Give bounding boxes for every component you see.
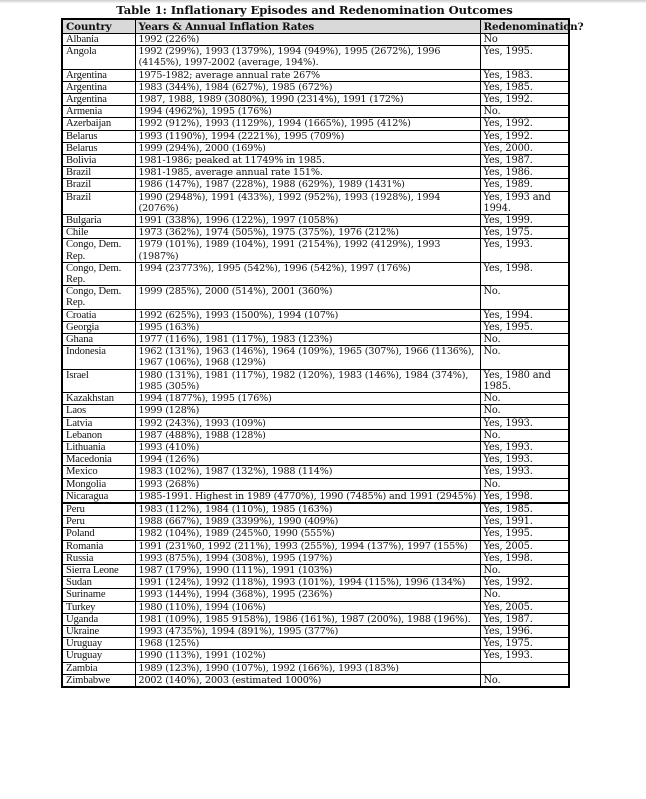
country-cell: Zambia [62, 662, 135, 674]
table-row [62, 589, 569, 601]
table-row [62, 94, 569, 106]
redenomination-cell: No [480, 34, 569, 46]
table-row [62, 393, 569, 405]
redenomination-cell: No. [480, 393, 569, 405]
country-cell: Latvia [62, 417, 135, 429]
country-cell: Lebanon [62, 429, 135, 441]
table-row [62, 239, 569, 262]
redenomination-cell: No. [480, 478, 569, 490]
table-row [62, 490, 569, 503]
years-cell: 1989 (123%), 1990 (107%), 1992 (166%), 1993 (183%) [135, 662, 480, 674]
years-cell: 1975-1982; average annual rate 267% [135, 69, 480, 81]
years-cell: 1987 (488%), 1988 (128%) [135, 429, 480, 441]
redenomination-cell [480, 662, 569, 674]
country-cell: Uganda [62, 613, 135, 625]
years-cell: 1999 (128%) [135, 405, 480, 417]
redenomination-cell: No. [480, 589, 569, 601]
country-cell: Poland [62, 528, 135, 540]
years-cell: 1994 (23773%), 1995 (542%), 1996 (542%), 1997 (176%) [135, 262, 480, 285]
years-cell: 2002 (140%), 2003 (estimated 1000%) [135, 674, 480, 687]
country-cell: Argentina [62, 94, 135, 106]
table-row [62, 69, 569, 81]
country-cell: Croatia [62, 309, 135, 321]
table-row [62, 516, 569, 528]
table-row [62, 227, 569, 239]
country-cell: Uruguay [62, 650, 135, 662]
redenomination-cell: Yes, 1996. [480, 625, 569, 637]
country-cell: Ukraine [62, 625, 135, 637]
country-cell: Mongolia [62, 478, 135, 490]
redenomination-cell: Yes, 1998. [480, 490, 569, 503]
redenomination-cell: Yes, 1991. [480, 516, 569, 528]
table-row [62, 155, 569, 167]
country-cell: Turkey [62, 601, 135, 613]
table-row [62, 540, 569, 552]
country-cell: Argentina [62, 81, 135, 93]
table-row [62, 191, 569, 214]
country-cell: Sudan [62, 577, 135, 589]
table-row [62, 106, 569, 118]
table-row [62, 309, 569, 321]
country-cell: Nicaragua [62, 490, 135, 503]
years-cell: 1994 (126%) [135, 454, 480, 466]
country-cell: Armenia [62, 106, 135, 118]
years-cell: 1993 (1190%), 1994 (2221%), 1995 (709%) [135, 130, 480, 142]
table-body [62, 34, 569, 687]
redenomination-cell: No. [480, 106, 569, 118]
country-cell: Ghana [62, 334, 135, 346]
table-row [62, 334, 569, 346]
years-cell: 1992 (226%) [135, 34, 480, 46]
country-cell: Albania [62, 34, 135, 46]
country-cell: Georgia [62, 321, 135, 333]
years-cell: 1999 (285%), 2000 (514%), 2001 (360%) [135, 286, 480, 309]
redenomination-cell: Yes, 1993. [480, 441, 569, 453]
years-cell: 1982 (104%), 1989 (245%0, 1990 (555%) [135, 528, 480, 540]
redenomination-cell: No. [480, 334, 569, 346]
country-cell: Peru [62, 503, 135, 516]
years-cell: 1979 (101%), 1989 (104%), 1991 (2154%), 1992 (4129%), 1993 (1987%) [135, 239, 480, 262]
header-redenomination: Redenomination? [480, 19, 569, 34]
redenomination-cell: Yes, 1987. [480, 613, 569, 625]
table-row [62, 503, 569, 516]
redenomination-cell: Yes, 1993. [480, 239, 569, 262]
years-cell: 1980 (110%), 1994 (106%) [135, 601, 480, 613]
country-cell: Zimbabwe [62, 674, 135, 687]
years-cell: 1991 (124%), 1992 (118%), 1993 (101%), 1994 (115%), 1996 (134%) [135, 577, 480, 589]
years-cell: 1990 (113%), 1991 (102%) [135, 650, 480, 662]
table-row [62, 34, 569, 46]
country-cell: Suriname [62, 589, 135, 601]
redenomination-cell: Yes, 1993. [480, 466, 569, 478]
years-cell: 1994 (4962%), 1995 (176%) [135, 106, 480, 118]
table-title: Table 1: Inflationary Episodes and Redenomination Outcomes [116, 3, 513, 17]
table-row [62, 601, 569, 613]
years-cell: 1981-1985, average annual rate 151%. [135, 167, 480, 179]
table-row [62, 130, 569, 142]
years-cell: 1977 (116%), 1981 (117%), 1983 (123%) [135, 334, 480, 346]
table-row [62, 466, 569, 478]
years-cell: 1993 (410%) [135, 441, 480, 453]
table-row [62, 638, 569, 650]
table-row [62, 346, 569, 369]
redenomination-cell: Yes, 1992. [480, 94, 569, 106]
country-cell: Congo, Dem. Rep. [62, 239, 135, 262]
country-cell: Brazil [62, 167, 135, 179]
country-cell: Bolivia [62, 155, 135, 167]
table-row [62, 429, 569, 441]
country-cell: Laos [62, 405, 135, 417]
redenomination-cell: Yes, 1987. [480, 155, 569, 167]
country-cell: Macedonia [62, 454, 135, 466]
table-row [62, 179, 569, 191]
table-row [62, 577, 569, 589]
redenomination-cell: Yes, 1975. [480, 227, 569, 239]
redenomination-cell: Yes, 1993 and 1994. [480, 191, 569, 214]
years-cell: 1999 (294%), 2000 (169%) [135, 142, 480, 154]
country-cell: Russia [62, 552, 135, 564]
country-cell: Romania [62, 540, 135, 552]
country-cell: Congo, Dem. Rep. [62, 286, 135, 309]
years-cell: 1992 (299%), 1993 (1379%), 1994 (949%), 1995 (2672%), 1996 (4145%), 1997-2002 (average, 194%). [135, 46, 480, 69]
years-cell: 1973 (362%), 1974 (505%), 1975 (375%), 1976 (212%) [135, 227, 480, 239]
years-cell: 1991 (231%0, 1992 (211%), 1993 (255%), 1994 (137%), 1997 (155%) [135, 540, 480, 552]
country-cell: Belarus [62, 130, 135, 142]
years-cell: 1986 (147%), 1987 (228%), 1988 (629%), 1989 (1431%) [135, 179, 480, 191]
table-header-row [62, 19, 569, 34]
redenomination-cell: Yes, 1985. [480, 503, 569, 516]
redenomination-cell: No. [480, 286, 569, 309]
redenomination-cell: Yes, 1993. [480, 454, 569, 466]
years-cell: 1981-1986; peaked at 11749% in 1985. [135, 155, 480, 167]
country-cell: Indonesia [62, 346, 135, 369]
redenomination-cell: Yes, 1998. [480, 262, 569, 285]
years-cell: 1992 (912%), 1993 (1129%), 1994 (1665%), 1995 (412%) [135, 118, 480, 130]
inflation-table [61, 18, 584, 688]
table-row [62, 650, 569, 662]
country-cell: Azerbaijan [62, 118, 135, 130]
country-cell: Belarus [62, 142, 135, 154]
header-country: Country [62, 19, 135, 34]
country-cell: Kazakhstan [62, 393, 135, 405]
years-cell: 1962 (131%), 1963 (146%), 1964 (109%), 1965 (307%), 1966 (1136%), 1967 (106%), 1968 (129%) [135, 346, 480, 369]
redenomination-cell: Yes, 1998. [480, 552, 569, 564]
table-row [62, 262, 569, 285]
table-row [62, 564, 569, 576]
redenomination-cell: Yes, 2000. [480, 142, 569, 154]
table-row [62, 417, 569, 429]
years-cell: 1991 (338%), 1996 (122%), 1997 (1058%) [135, 215, 480, 227]
years-cell: 1985-1991. Highest in 1989 (4770%), 1990 (7485%) and 1991 (2945%) [135, 490, 480, 503]
years-cell: 1987, 1988, 1989 (3080%), 1990 (2314%), 1991 (172%) [135, 94, 480, 106]
redenomination-cell: Yes, 1999. [480, 215, 569, 227]
country-cell: Congo, Dem. Rep. [62, 262, 135, 285]
country-cell: Bulgaria [62, 215, 135, 227]
country-cell: Sierra Leone [62, 564, 135, 576]
redenomination-cell: Yes, 1983. [480, 69, 569, 81]
table-row [62, 142, 569, 154]
redenomination-cell: Yes, 1980 and 1985. [480, 369, 569, 392]
redenomination-cell: Yes, 1993. [480, 650, 569, 662]
table-row [62, 674, 569, 687]
redenomination-cell: Yes, 1985. [480, 81, 569, 93]
country-cell: Chile [62, 227, 135, 239]
redenomination-cell: Yes, 2005. [480, 540, 569, 552]
table-row [62, 478, 569, 490]
years-cell: 1968 (125%) [135, 638, 480, 650]
redenomination-cell: Yes, 1992. [480, 130, 569, 142]
years-cell: 1993 (4735%), 1994 (891%), 1995 (377%) [135, 625, 480, 637]
table-row [62, 369, 569, 392]
table-row [62, 46, 569, 69]
country-cell: Brazil [62, 191, 135, 214]
years-cell: 1995 (163%) [135, 321, 480, 333]
years-cell: 1981 (109%), 1985 9158%), 1986 (161%), 1987 (200%), 1988 (196%). [135, 613, 480, 625]
years-cell: 1990 (2948%), 1991 (433%), 1992 (952%), 1993 (1928%), 1994 (2076%) [135, 191, 480, 214]
redenomination-cell: Yes, 1994. [480, 309, 569, 321]
country-cell: Peru [62, 516, 135, 528]
redenomination-cell: Yes, 1992. [480, 118, 569, 130]
country-cell: Brazil [62, 179, 135, 191]
table-row [62, 118, 569, 130]
redenomination-cell: Yes, 1995. [480, 46, 569, 69]
country-cell: Israel [62, 369, 135, 392]
table-row [62, 81, 569, 93]
redenomination-cell: Yes, 1995. [480, 321, 569, 333]
table-row [62, 454, 569, 466]
years-cell: 1993 (268%) [135, 478, 480, 490]
redenomination-cell: No. [480, 674, 569, 687]
table-row [62, 321, 569, 333]
country-cell: Angola [62, 46, 135, 69]
years-cell: 1983 (102%), 1987 (132%), 1988 (114%) [135, 466, 480, 478]
redenomination-cell: No. [480, 564, 569, 576]
redenomination-cell: No. [480, 346, 569, 369]
redenomination-cell: Yes, 1989. [480, 179, 569, 191]
redenomination-cell: Yes, 1995. [480, 528, 569, 540]
years-cell: 1987 (179%), 1990 (111%), 1991 (103%) [135, 564, 480, 576]
years-cell: 1983 (344%), 1984 (627%), 1985 (672%) [135, 81, 480, 93]
country-cell: Argentina [62, 69, 135, 81]
header-years: Years & Annual Inflation Rates [135, 19, 480, 34]
table-row [62, 552, 569, 564]
table-row [62, 441, 569, 453]
country-cell: Uruguay [62, 638, 135, 650]
table-row [62, 662, 569, 674]
years-cell: 1993 (144%), 1994 (368%), 1995 (236%) [135, 589, 480, 601]
country-cell: Mexico [62, 466, 135, 478]
redenomination-cell: Yes, 1986. [480, 167, 569, 179]
years-cell: 1994 (1877%), 1995 (176%) [135, 393, 480, 405]
redenomination-cell: Yes, 1993. [480, 417, 569, 429]
table-row [62, 613, 569, 625]
table-row [62, 405, 569, 417]
years-cell: 1993 (875%), 1994 (308%), 1995 (197%) [135, 552, 480, 564]
years-cell: 1988 (667%), 1989 (3399%), 1990 (409%) [135, 516, 480, 528]
redenomination-cell: Yes, 1992. [480, 577, 569, 589]
years-cell: 1983 (112%), 1984 (110%), 1985 (163%) [135, 503, 480, 516]
country-cell: Lithuania [62, 441, 135, 453]
table-row [62, 528, 569, 540]
years-cell: 1992 (625%), 1993 (1500%), 1994 (107%) [135, 309, 480, 321]
redenomination-cell: Yes, 2005. [480, 601, 569, 613]
table-row [62, 167, 569, 179]
redenomination-cell: No. [480, 405, 569, 417]
table-row [62, 286, 569, 309]
years-cell: 1992 (243%), 1993 (109%) [135, 417, 480, 429]
years-cell: 1980 (131%), 1981 (117%), 1982 (120%), 1983 (146%), 1984 (374%), 1985 (305%) [135, 369, 480, 392]
redenomination-cell: No. [480, 429, 569, 441]
table-row [62, 625, 569, 637]
redenomination-cell: Yes, 1975. [480, 638, 569, 650]
table-row [62, 215, 569, 227]
